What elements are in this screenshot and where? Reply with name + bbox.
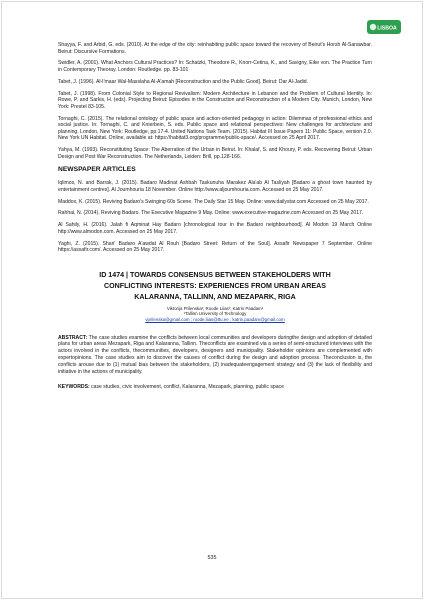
paper-authors: Viktorija Prilenska¹; Roode Liias¹; Katrin Paadam¹ — [166, 305, 264, 311]
reference-item: Swidler, A. (2001). What Anchors Cultural Practices? In: Schatzki, Theodore R., Knorr-Cetina, K., and Savigny, Eike von. The Practice Turn in Contemporary Theoray. London: Routledge. pp. 83-101 — [58, 60, 372, 73]
page-content — [58, 42, 372, 396]
paper-title-line: CONFLICTING INTERESTS: EXPERIENCES FROM URBAN AREAS — [103, 281, 327, 290]
references-list — [58, 42, 372, 160]
email-link[interactable]: roode.liias@ttu.ee — [193, 316, 229, 322]
newspaper-item: Yaghi, Z. (2015). Shari' Badaro A'awdat Al Rouh [Badaro Street: Return of the Soul]. Assafir Newspaper 7 September. Online https://assafir.com/. Accessed on 25 May 2017. — [58, 240, 372, 254]
reference-item: Yahya, M. (1993). Reconstituting Space: The Aberration of the Urban in Beirut. In: Khalaf, S. and Khoury, P. eds. Recovering Beirut: Urban Design and Post War Reconstruction. The Netherlands, Leiden: Brill, pp.128-166. — [58, 147, 372, 160]
email-link[interactable]: katrin.paadam@gmail.com — [232, 316, 285, 322]
email-separator: ; — [189, 316, 194, 322]
email-separator: ; — [228, 316, 233, 322]
keywords-label: KEYWORDS: — [58, 383, 90, 390]
reference-item: Tornaghi, C. (2015). The relational ontology of public space and action-oriented pedagogy in action: Dilemmas of professional ethics and social justice. In: Tornaghi, C. and Knierbein, S. eds. Public space and relational perspectives: New challenges for architecture and planning. London, New York: Routledge, pp.17-4. United Nations Task Team. (2015). Habitat III Issue Papers 11: Public Space, version 2.0. New York UN Habitat. Online, available at: https://habitat3.org/programme/public-space/. Accessed on 25 April 2017. — [58, 115, 372, 142]
newspaper-item: Iqlimos, N. and Barrak, J. (2015). Badaro Madinat Ashbah Taskunuha Marakez Ala'ab Al Tasliyah [Badaro a ghost town haunted by entertainment centres]. Al Joumhouria 18 November. Online http://www.aljoumhouria.com. Accessed on 25 May 2017. — [58, 180, 372, 193]
reference-item: Tabet, J. (1996). Al-I'maar Wal-Masslaha Al-A'amah [Reconstruction and the Public Good]. Beirut: Dar Al-Jadid. — [58, 78, 309, 85]
keywords-text: case studies, civic involvement, conflict, Kalaranna, Mezapark, planning, public space — [89, 383, 284, 390]
newspaper-heading: NEWSPAPER ARTICLES — [58, 166, 136, 174]
email-link[interactable]: vprilenska@gmail.com — [145, 316, 190, 322]
author-emails — [58, 317, 372, 323]
conference-logo — [367, 20, 401, 34]
paper-affiliation: ¹Tallinn University of Technology — [183, 311, 247, 317]
page-number: 535 — [207, 555, 217, 561]
reference-item: Tabet, J. (1998). From Colonial Style to Regional Revivalism: Modern Architecture in Lebanon and the Problem of Cultural Identity. In: Rowe, P. and Sarkis, H. (eds). Projecting Beirut: Episodes in the Construction and Reconstruction of a Modern City. Munich, London, New York: Prestel 83-105. — [58, 90, 372, 110]
abstract — [58, 335, 372, 376]
paper-title-line: KALARANNA, TALLINN, AND MEZAPARK, RIGA — [134, 292, 296, 301]
abstract-label: ABSTRACT: — [58, 334, 88, 341]
reference-item: Shayya, F. and Arbid, G. eds. (2010). At the edge of the city: reinhabiting public space toward the recovery of Beirut's Horsh Al-Sanawbar. Beirut: Discursive Formations. — [58, 42, 372, 55]
newspaper-item: Rahhal, N. (2014). Reviving Badaro. The Executive Magazine 9 May. Online: www.executive-magazine.com Accessed on 25 May 2017. — [58, 210, 364, 217]
abstract-text: The case studies examine the conflicts between local communities and developers duringthe design and adoption of detailed plans for urban areas Mezapark, Riga and Kalaranna, Tallinn. Theconflicts are examined via a series of semi-structured interviews with the actors involved in the conflicts, thecommunities, developers, designers and municipality. Stakeholder opinions are complemented with expertopinions. The case studies aim to discover the causes of conflict during the design and adoption process. Theconclusion is, the conflicts arouse due to (1) mutual bias between the stakeholders, (2) inadequateengagement strategy and (3) the lack of flexibility and initiative in the actions of municipality. — [58, 334, 372, 376]
newspaper-list — [58, 180, 372, 254]
logo-text: LISBOA — [377, 25, 397, 32]
paper-title-line: ID 1474 | TOWARDS CONSENSUS BETWEEN STAKEHOLDERS WITH — [99, 270, 331, 279]
paper-title — [58, 270, 372, 303]
newspaper-item: Maddox, K. (2015). Reviving Badaro's Swinging 60s Scene. The Daily Star 15 May. Online: www.dailystar.com Accessed on 25 May 2017. — [58, 198, 369, 205]
keywords — [58, 384, 372, 391]
newspaper-item: Al Sahily, H. (2016). Jalah fi Aqminat Hay Badaro [chronological tour in the Badaro neighbourhood]. Al Modon 19 March Online http://www.almodon.com. Accessed on 25 May 2017. — [58, 222, 372, 235]
